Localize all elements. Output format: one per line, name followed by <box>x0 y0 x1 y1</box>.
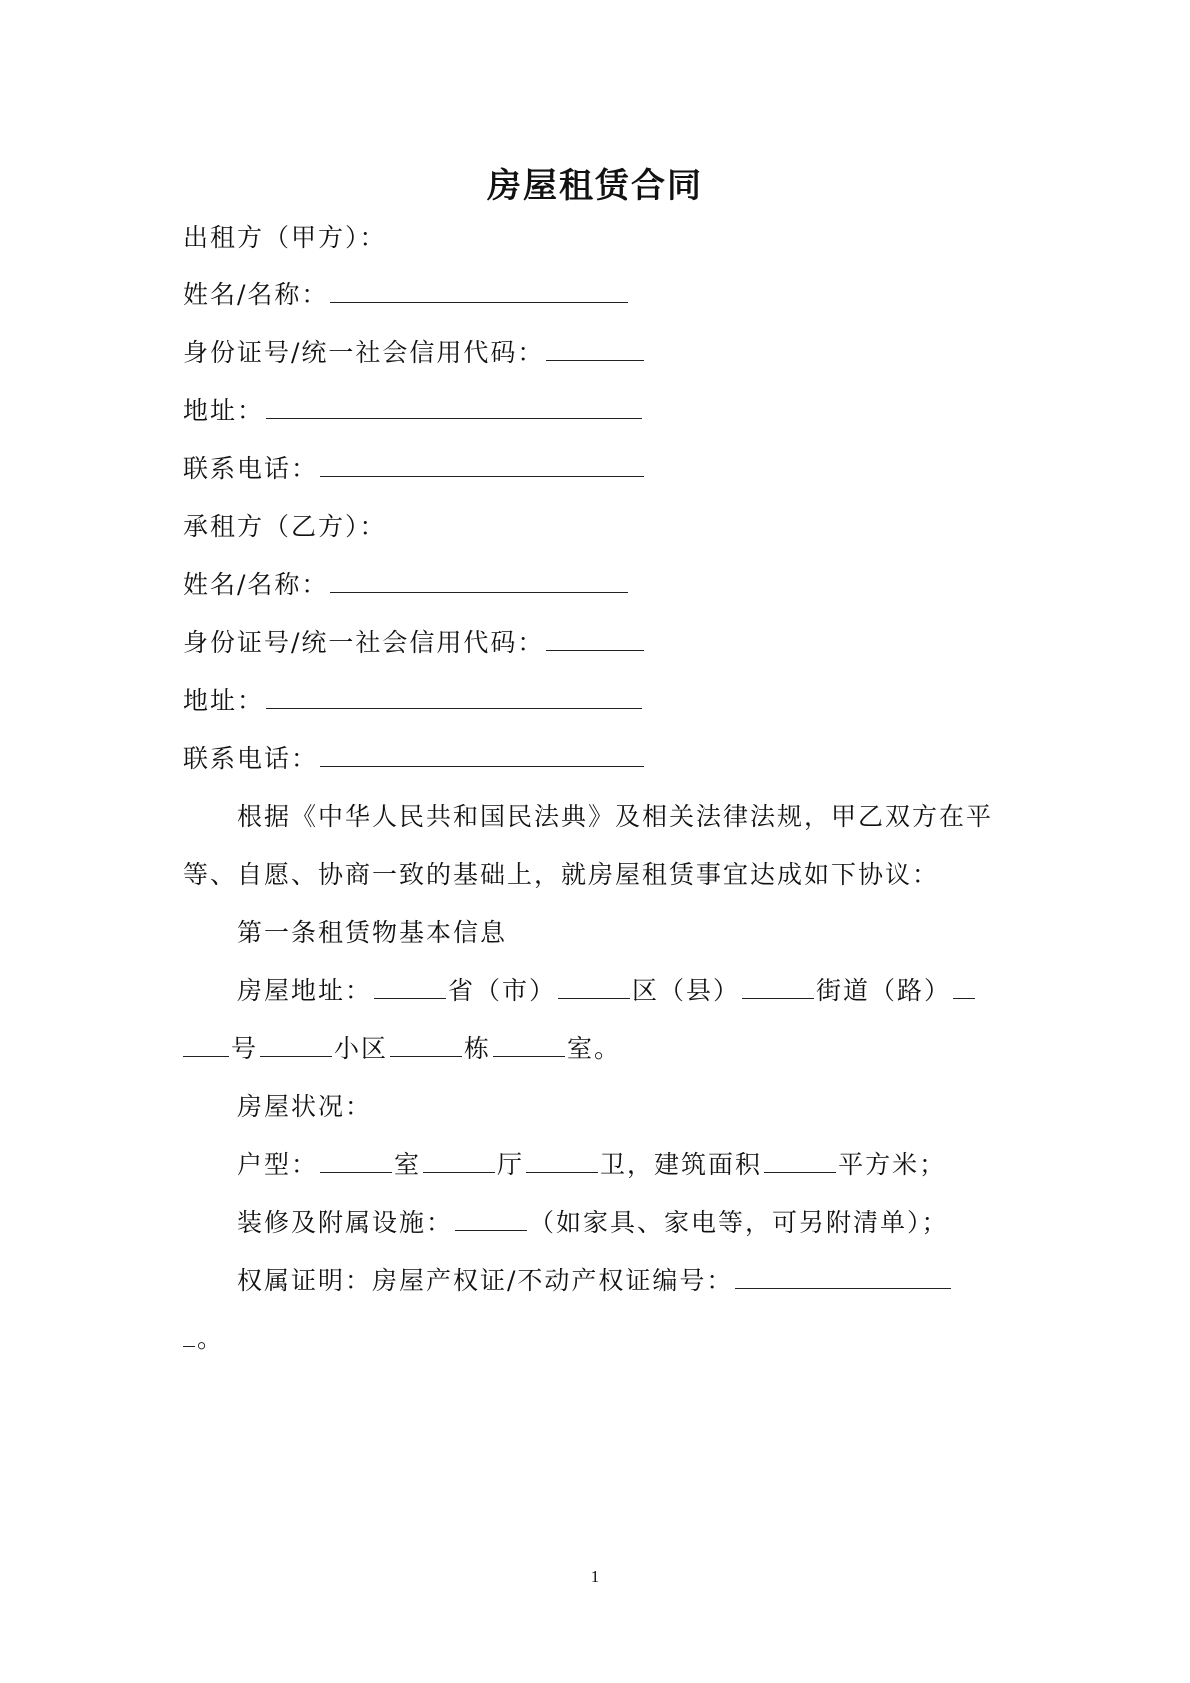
street-label: 街道（路） <box>816 976 952 1005</box>
rooms-blank[interactable] <box>320 1148 392 1173</box>
baths-blank[interactable] <box>526 1148 598 1173</box>
building-label: 栋 <box>464 1034 492 1063</box>
lessee-name-blank[interactable] <box>330 568 628 593</box>
lessor-address-row <box>183 393 644 429</box>
ownership-end: 。 <box>197 1324 225 1353</box>
lessor-name-row <box>183 277 630 313</box>
district-label: 区（县） <box>632 976 741 1005</box>
lessor-id-blank[interactable] <box>546 336 644 361</box>
number-label: 号 <box>231 1034 259 1063</box>
decoration-label: 装修及附属设施： <box>237 1208 454 1237</box>
lessee-phone-blank[interactable] <box>320 742 644 767</box>
province-blank[interactable] <box>374 974 446 999</box>
lessor-name-label: 姓名/名称： <box>183 280 329 309</box>
layout-label: 户型： <box>237 1150 319 1179</box>
lessee-address-label: 地址： <box>183 686 265 715</box>
lessee-id-label: 身份证号/统一社会信用代码： <box>183 628 545 657</box>
preamble-line-2: 等、自愿、协商一致的基础上，就房屋租赁事宜达成如下协议： <box>183 860 940 889</box>
lessee-heading: 承租方（乙方）： <box>183 512 387 541</box>
layout-row <box>237 1147 946 1183</box>
rooms-label: 室 <box>394 1150 422 1179</box>
room-blank[interactable] <box>493 1032 565 1057</box>
ownership-blank-part-1[interactable] <box>735 1264 951 1289</box>
lessee-name-label: 姓名/名称： <box>183 570 329 599</box>
article-1-heading: 第一条租赁物基本信息 <box>237 918 508 947</box>
lessor-phone-row <box>183 451 646 487</box>
lessor-address-label: 地址： <box>183 396 265 425</box>
lessor-phone-label: 联系电话： <box>183 454 319 483</box>
lessee-name-row <box>183 567 630 603</box>
lessee-address-row <box>183 683 644 719</box>
decoration-note: （如家具、家电等，可另附清单）； <box>529 1208 949 1237</box>
room-label: 室。 <box>567 1034 622 1063</box>
street-blank[interactable] <box>742 974 814 999</box>
ownership-row-continued <box>183 1321 224 1357</box>
ownership-row <box>237 1263 953 1299</box>
preamble-line-1: 根据《中华人民共和国民法典》及相关法律法规，甲乙双方在平 <box>237 802 994 831</box>
halls-blank[interactable] <box>423 1148 495 1173</box>
lessor-id-row <box>183 335 646 371</box>
number-blank-part-1[interactable] <box>953 974 975 999</box>
area-unit-label: 平方米； <box>838 1150 947 1179</box>
ownership-blank-part-2[interactable] <box>183 1322 195 1347</box>
lessee-address-blank[interactable] <box>266 684 642 709</box>
province-label: 省（市） <box>448 976 557 1005</box>
lessor-id-label: 身份证号/统一社会信用代码： <box>183 338 545 367</box>
lessor-phone-blank[interactable] <box>320 452 644 477</box>
area-blank[interactable] <box>764 1148 836 1173</box>
lessee-id-row <box>183 625 646 661</box>
halls-label: 厅 <box>497 1150 525 1179</box>
community-blank[interactable] <box>260 1032 332 1057</box>
lessor-address-blank[interactable] <box>266 394 642 419</box>
ownership-label: 权属证明：房屋产权证/不动产权证编号： <box>237 1266 734 1295</box>
document-title: 房屋租赁合同 <box>487 166 703 206</box>
lessee-id-blank[interactable] <box>546 626 644 651</box>
page-number: 1 <box>590 1567 600 1586</box>
number-blank-part-2[interactable] <box>183 1032 229 1057</box>
lessee-phone-row <box>183 741 646 777</box>
district-blank[interactable] <box>558 974 630 999</box>
lessor-name-blank[interactable] <box>330 278 628 303</box>
lessor-heading: 出租方（甲方）： <box>183 223 387 252</box>
decoration-blank[interactable] <box>455 1206 527 1231</box>
baths-label: 卫，建筑面积 <box>600 1150 763 1179</box>
house-address-row <box>237 973 977 1009</box>
house-condition-heading: 房屋状况： <box>237 1092 373 1121</box>
community-label: 小区 <box>334 1034 389 1063</box>
lessee-phone-label: 联系电话： <box>183 744 319 773</box>
decoration-row <box>237 1205 949 1241</box>
house-address-label: 房屋地址： <box>237 976 373 1005</box>
house-address-row-continued <box>183 1031 621 1067</box>
building-blank[interactable] <box>390 1032 462 1057</box>
